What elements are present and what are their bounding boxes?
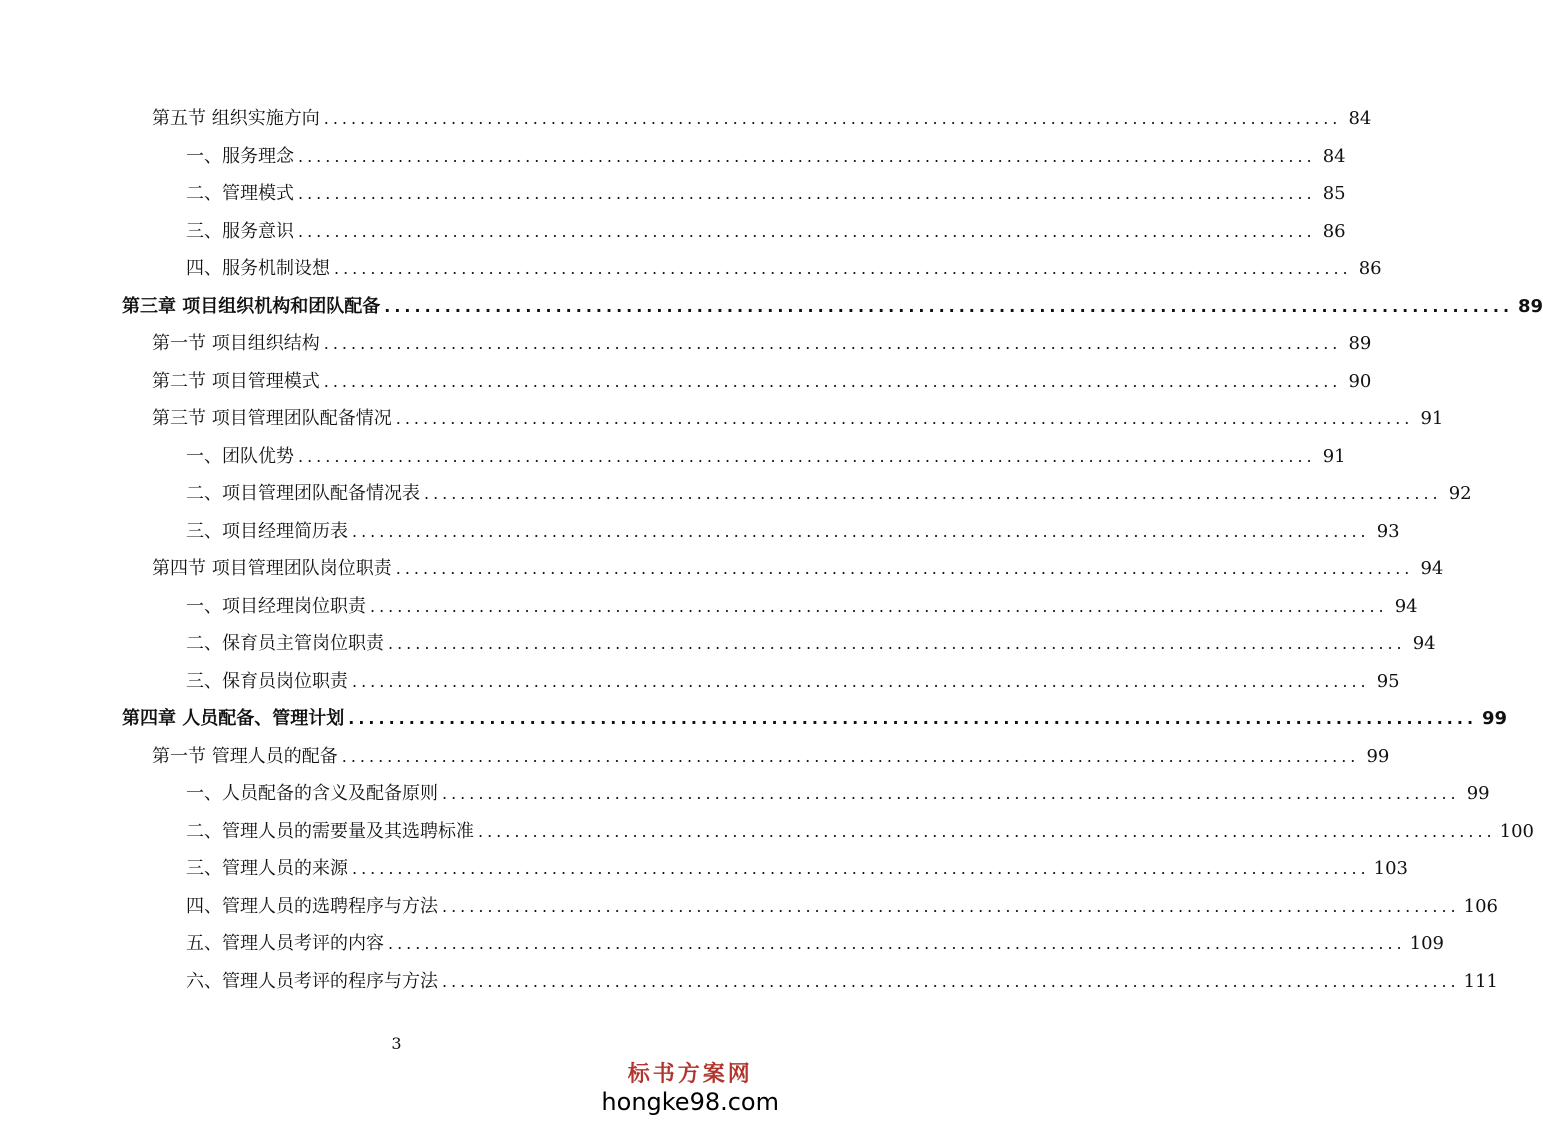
toc-entry-label: 三、管理人员的来源 [186, 858, 348, 879]
toc-entry-item[interactable] [186, 816, 1534, 848]
toc-entry-page: 91 [1322, 445, 1346, 467]
toc-leader-dots: ................................................................................................................ [478, 821, 1496, 841]
toc-leader-dots: ................................................................................................................ [424, 484, 1442, 503]
toc-entry-item[interactable] [186, 216, 1346, 248]
toc-entry-page: 99 [1366, 745, 1390, 767]
toc-entry-page: 94 [1420, 558, 1444, 579]
toc-entry-item[interactable] [186, 141, 1346, 173]
toc-entry-page: 100 [1499, 820, 1534, 842]
toc-entry-label: 第三节 项目管理团队配备情况 [152, 408, 392, 429]
toc-entry-page: 99 [1466, 783, 1490, 804]
toc-entry-item[interactable] [186, 478, 1472, 510]
toc-leader-dots: ................................................................................................................ [352, 671, 1370, 691]
toc-entry-page: 89 [1517, 295, 1543, 317]
toc-entry-page: 90 [1348, 370, 1372, 392]
toc-leader-dots: ................................................................................................................ [323, 334, 1342, 353]
toc-entry-section[interactable] [152, 403, 1444, 435]
toc-entry-label: 一、人员配备的含义及配备原则 [186, 783, 438, 804]
toc-entry-page: 94 [1412, 633, 1436, 654]
toc-entry-label: 二、保育员主管岗位职责 [186, 633, 384, 654]
toc-entry-page: 92 [1448, 483, 1472, 504]
toc-entry-label: 六、管理人员考评的程序与方法 [186, 970, 438, 992]
toc-entry-label: 第二节 项目管理模式 [152, 370, 320, 392]
toc-entry-label: 三、服务意识 [186, 220, 294, 242]
toc-entry-section[interactable] [152, 741, 1390, 773]
toc-entry-label: 二、管理人员的需要量及其选聘标准 [186, 820, 474, 842]
toc-entry-label: 四、管理人员的选聘程序与方法 [186, 895, 438, 917]
watermark [601, 1057, 779, 1116]
toc-leader-dots: ................................................................................................................ [384, 296, 1514, 316]
toc-entry-page: 95 [1376, 670, 1400, 692]
toc-entry-label: 第四节 项目管理团队岗位职责 [152, 558, 392, 579]
toc-entry-page: 86 [1322, 220, 1346, 242]
toc-entry-section[interactable] [152, 328, 1372, 360]
watermark-url: hongke98.com [601, 1088, 779, 1116]
toc-entry-label: 第一节 项目组织结构 [152, 333, 320, 354]
toc-entry-label: 三、项目经理简历表 [186, 520, 348, 542]
toc-entry-item[interactable] [186, 441, 1346, 473]
toc-entry-label: 第五节 组织实施方向 [152, 108, 320, 129]
toc-entry-label: 一、团队优势 [186, 445, 294, 467]
toc-leader-dots: ................................................................................................................ [298, 221, 1316, 241]
toc-entry-item[interactable] [186, 628, 1436, 660]
toc-leader-dots: ................................................................................................................ [352, 521, 1370, 541]
toc-entry-item[interactable] [186, 853, 1408, 885]
toc-leader-dots: ................................................................................................................ [442, 971, 1460, 991]
toc-entry-label: 五、管理人员考评的内容 [186, 933, 384, 954]
toc-entry-page: 94 [1394, 595, 1418, 617]
toc-leader-dots: ................................................................................................................ [395, 409, 1414, 428]
toc-entry-item[interactable] [186, 928, 1444, 960]
toc-entry-page: 109 [1409, 933, 1444, 954]
toc-entry-page: 111 [1463, 970, 1498, 992]
toc-entry-section[interactable] [152, 553, 1444, 585]
toc-entry-label: 第四章 人员配备、管理计划 [122, 708, 345, 729]
toc-leader-dots: ................................................................................................................ [323, 371, 1342, 391]
toc-entry-item[interactable] [186, 778, 1490, 810]
toc-entry-page: 91 [1420, 408, 1444, 429]
toc-leader-dots: ................................................................................................................ [334, 259, 1352, 278]
toc-entry-page: 99 [1481, 708, 1508, 729]
toc-entry-label: 一、服务理念 [186, 145, 294, 167]
toc-entry-label: 二、项目管理团队配备情况表 [186, 483, 420, 504]
toc-leader-dots: ................................................................................................................ [442, 896, 1460, 916]
page-number: 3 [391, 1034, 402, 1053]
toc-entry-label: 第一节 管理人员的配备 [152, 745, 338, 767]
toc-entry-item[interactable] [186, 178, 1346, 210]
watermark-title: 标书方案网 [627, 1062, 753, 1087]
toc-leader-dots: ................................................................................................................ [323, 109, 1342, 128]
toc-entry-page: 86 [1358, 258, 1382, 279]
toc-entry-section[interactable] [152, 103, 1372, 135]
toc-entry-page: 89 [1348, 333, 1372, 354]
toc-entry-label: 三、保育员岗位职责 [186, 670, 348, 692]
toc-entry-page: 84 [1348, 108, 1372, 129]
toc-entry-page: 103 [1373, 858, 1408, 879]
toc-entry-chapter[interactable] [122, 703, 1508, 735]
toc-leader-dots: ................................................................................................................ [442, 784, 1460, 803]
toc-entry-label: 第三章 项目组织机构和团队配备 [122, 295, 381, 317]
toc-leader-dots: ................................................................................................................ [348, 709, 1478, 728]
toc-leader-dots: ................................................................................................................ [352, 859, 1370, 878]
toc-leader-dots: ................................................................................................................ [388, 634, 1406, 653]
toc-entry-item[interactable] [186, 891, 1498, 923]
toc-entry-item[interactable] [186, 516, 1400, 548]
toc-entry-item[interactable] [186, 666, 1400, 698]
toc-entry-label: 四、服务机制设想 [186, 258, 330, 279]
toc-entry-page: 106 [1463, 895, 1498, 917]
toc-leader-dots: ................................................................................................................ [395, 559, 1414, 578]
toc-leader-dots: ................................................................................................................ [298, 184, 1316, 203]
toc-leader-dots: ................................................................................................................ [341, 746, 1360, 766]
toc-entry-label: 一、项目经理岗位职责 [186, 595, 366, 617]
toc-entry-chapter[interactable] [122, 291, 1543, 323]
toc-entry-item[interactable] [186, 966, 1498, 998]
toc-entry-label: 二、管理模式 [186, 183, 294, 204]
toc-leader-dots: ................................................................................................................ [388, 934, 1406, 953]
toc-leader-dots: ................................................................................................................ [370, 596, 1388, 616]
toc-entry-page: 85 [1322, 183, 1346, 204]
toc-entry-item[interactable] [186, 253, 1382, 285]
toc-entry-page: 84 [1322, 145, 1346, 167]
toc-entry-item[interactable] [186, 591, 1418, 623]
toc-leader-dots: ................................................................................................................ [298, 146, 1316, 166]
toc-entry-page: 93 [1376, 520, 1400, 542]
toc-leader-dots: ................................................................................................................ [298, 446, 1316, 466]
toc-entry-section[interactable] [152, 366, 1372, 398]
